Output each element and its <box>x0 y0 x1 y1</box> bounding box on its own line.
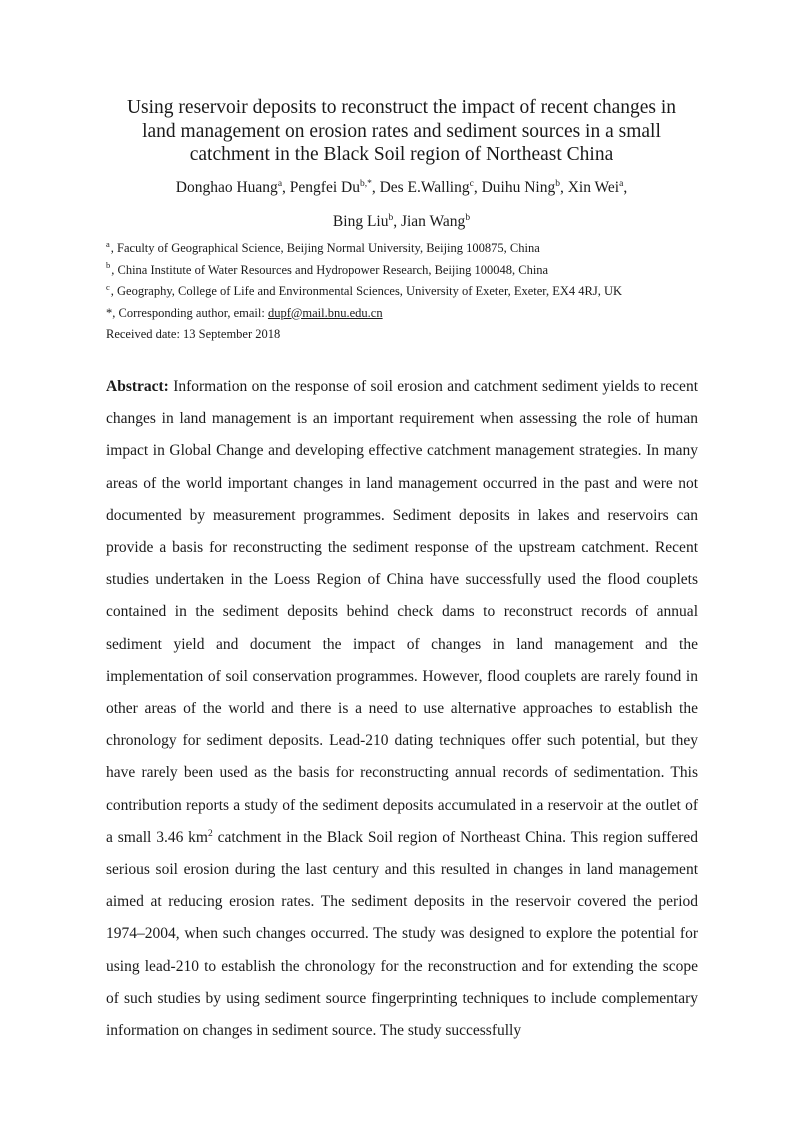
abstract-label: Abstract: <box>106 378 169 395</box>
superscript: 2 <box>208 828 213 839</box>
paper-title <box>104 96 699 167</box>
abstract-text: catchment in the Black Soil region of Northeast China. This region suffered serious soil erosion during the last century and this resulted in changes in land management aimed at reducing erosion rates. The sediment deposits in the reservoir covered the period 1974–2004, when such changes occurred. The study was designed to explore the potential for using lead-210 to establish the chronology for the reconstruction and for extending the scope of such studies by using sediment source fingerprinting techniques to include complementary information on changes in sediment source. The study successfully <box>106 828 698 1040</box>
title-line: Using reservoir deposits to reconstruct the impact of recent changes in <box>126 97 677 118</box>
corresponding-author: *, Corresponding author, email: dupf@mail.bnu.edu.cn <box>106 305 383 320</box>
affiliation-block <box>106 238 706 346</box>
email-link[interactable]: dupf@mail.bnu.edu.cn <box>267 305 383 320</box>
author: Donghao Huang$^a$ <box>175 178 283 196</box>
author: Xin Wei$^a$ <box>567 178 624 196</box>
title-line: land management on erosion rates and sediment sources in a small <box>142 120 661 142</box>
affiliation: $^a$, Faculty of Geographical Science, Beijing Normal University, Beijing 100875, China <box>106 238 540 255</box>
author: Des E.Walling$^c$ <box>379 178 474 196</box>
received-date: Received date: 13 September 2018 <box>106 327 281 341</box>
abstract <box>106 371 698 1047</box>
abstract-text: Information on the response of soil erosion and catchment sediment yields to recent changes in land management is an important requirement when assessing the role of human impact in Global Change and developing effective catchment management strategies. In many areas of the world important changes in land management occurred in the past and were not documented by measurement programmes. Sediment deposits in lakes and reservoirs can provide a basis for reconstructing the sediment response of the upstream catchment. Recent studies undertaken in the Loess Region of China have successfully used the flood couplets contained in the sediment deposits behind check dams to reconstruct records of annual sediment yield and document the impact of changes in land management and the implementation of soil conservation programmes. However, flood couplets are rarely found in other areas of the world and there is a need to use alternative approaches to establish the chronology for sediment deposits. Lead-210 dating techniques offer such potential, but they have rarely been used as the basis for reconstructing annual records of sedimentation. This contribution reports a study of the sediment deposits accumulated in a reservoir at the outlet of a small 3.46 km <box>106 378 698 846</box>
title-line: catchment in the Black Soil region of Northeast China <box>189 144 614 165</box>
author: Duihu Ning$^b$ <box>481 178 560 196</box>
affiliation: $^b$, China Institute of Water Resources and Hydropower Research, Beijing 100048, China <box>106 260 549 277</box>
affiliation: $^c$, Geography, College of Life and Environmental Sciences, University of Exeter, Exeter, EX4 4RJ, UK <box>106 281 623 298</box>
author-list: Donghao Huang$^a$, Pengfei $Du^{b,*}$, Des E.Walling$^c$, Duihu Ning$^b$, Xin Wei$^a$, Bing Liu$^b$, Jian Wang$^b$ <box>175 178 628 230</box>
author: Jian Wang$^b$ <box>400 212 471 230</box>
author: Pengfei $Du^{b,*}$ <box>289 178 372 196</box>
author: Bing Liu$^b$ <box>332 212 394 230</box>
